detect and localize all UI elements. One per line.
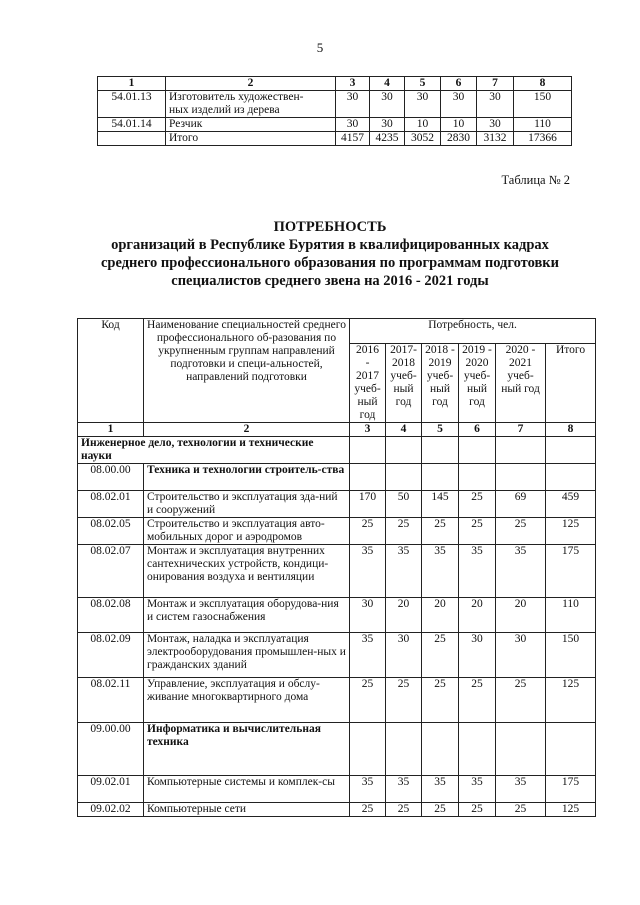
demand-table — [77, 318, 596, 817]
table-row — [78, 491, 596, 518]
row-total: 175 — [546, 545, 596, 598]
row-value: 25 — [386, 518, 422, 545]
row-value: 30 — [370, 91, 405, 118]
row-value: 25 — [350, 803, 386, 817]
col-header-year: 2018 - 2019 учеб-ный год — [422, 344, 459, 423]
row-name: Изготовитель художествен- ных изделий из дерева — [166, 91, 336, 118]
section-title: Инженерное дело, технологии и технические науки — [78, 437, 350, 464]
row-value: 25 — [386, 803, 422, 817]
row-code: 09.00.00 — [78, 723, 144, 776]
row-value: 4157 — [336, 132, 370, 146]
row-value: 25 — [422, 633, 459, 678]
col-header-year: 2016 - 2017 учеб-ный год — [350, 344, 386, 423]
empty-cell — [386, 437, 422, 464]
row-value: 25 — [386, 678, 422, 723]
row-total: 110 — [546, 598, 596, 633]
table-row — [78, 464, 596, 491]
row-value: 35 — [386, 545, 422, 598]
row-value: 30 — [477, 91, 514, 118]
t1-h7: 7 — [477, 77, 514, 91]
row-value: 145 — [422, 491, 459, 518]
t1-h3: 3 — [336, 77, 370, 91]
row-code: 08.02.08 — [78, 598, 144, 633]
title-line-3: среднего профессионального образования по программам подготовки — [100, 255, 560, 271]
t1-h1: 1 — [98, 77, 166, 91]
row-name: Строительство и эксплуатация авто-мобильных дорог и аэродромов — [144, 518, 350, 545]
row-value: 35 — [496, 545, 546, 598]
row-code: 08.02.11 — [78, 678, 144, 723]
row-value: 35 — [496, 776, 546, 803]
row-value — [496, 464, 546, 491]
row-name: Монтаж и эксплуатация оборудова-ния и систем газоснабжения — [144, 598, 350, 633]
row-value: 35 — [386, 776, 422, 803]
row-name: Строительство и эксплуатация зда-ний и сооружений — [144, 491, 350, 518]
row-value: 20 — [496, 598, 546, 633]
row-value: 35 — [350, 633, 386, 678]
row-value: 25 — [459, 518, 496, 545]
t1-h2: 2 — [166, 77, 336, 91]
table-row — [78, 518, 596, 545]
table-row — [78, 678, 596, 723]
row-total: 125 — [546, 678, 596, 723]
row-value: 25 — [459, 803, 496, 817]
row-name: Компьютерные сети — [144, 803, 350, 817]
row-value — [459, 723, 496, 776]
table-number-label: Таблица № 2 — [501, 173, 570, 187]
col-number: 2 — [144, 423, 350, 437]
table2-header-row — [78, 319, 596, 344]
row-value: 10 — [441, 118, 477, 132]
row-name: Монтаж и эксплуатация внутренних сантехнических устройств, кондици-онирования воздуха и вентиляции — [144, 545, 350, 598]
row-name: Компьютерные системы и комплек-сы — [144, 776, 350, 803]
title-line-2: организаций в Республике Бурятия в квалифицированных кадрах — [111, 237, 549, 253]
row-value: 35 — [459, 545, 496, 598]
row-name: Управление, эксплуатация и обслу-живание многоквартирного дома — [144, 678, 350, 723]
row-value: 20 — [386, 598, 422, 633]
row-name: Итого — [166, 132, 336, 146]
row-code: 54.01.13 — [98, 91, 166, 118]
row-code: 09.02.02 — [78, 803, 144, 817]
row-value: 4235 — [370, 132, 405, 146]
row-total: 125 — [546, 803, 596, 817]
row-value: 3052 — [405, 132, 441, 146]
t1-h4: 4 — [370, 77, 405, 91]
col-number: 3 — [350, 423, 386, 437]
table1-header-row — [98, 77, 572, 91]
row-total: 150 — [546, 633, 596, 678]
row-value: 25 — [496, 678, 546, 723]
empty-cell — [459, 437, 496, 464]
col-number: 4 — [386, 423, 422, 437]
row-total: 150 — [514, 91, 572, 118]
row-value: 25 — [422, 803, 459, 817]
row-value: 25 — [459, 491, 496, 518]
empty-cell — [496, 437, 546, 464]
empty-cell — [546, 437, 596, 464]
row-value: 25 — [496, 803, 546, 817]
row-name: Монтаж, наладка и эксплуатация электрооборудования промышлен-ных и гражданских зданий — [144, 633, 350, 678]
row-value — [386, 723, 422, 776]
row-value: 30 — [350, 598, 386, 633]
col-number: 6 — [459, 423, 496, 437]
col-number: 5 — [422, 423, 459, 437]
row-value: 35 — [459, 776, 496, 803]
title-line-1: ПОТРЕБНОСТЬ — [273, 219, 387, 235]
row-value: 30 — [441, 91, 477, 118]
row-value: 25 — [422, 518, 459, 545]
col-number: 1 — [78, 423, 144, 437]
row-name: Техника и технологии строитель-ства — [144, 464, 350, 491]
t1-h6: 6 — [441, 77, 477, 91]
table-row — [78, 633, 596, 678]
col-header-name: Наименование специальностей среднего профессионального об-разования по укрупненным группам направлений подготовки и специ-альностей, направлений подготовки — [144, 319, 350, 423]
row-name: Резчик — [166, 118, 336, 132]
t1-h5: 5 — [405, 77, 441, 91]
row-value: 35 — [422, 776, 459, 803]
table-row — [98, 132, 572, 146]
row-value: 170 — [350, 491, 386, 518]
row-code: 08.00.00 — [78, 464, 144, 491]
row-value: 30 — [336, 118, 370, 132]
row-value: 35 — [350, 545, 386, 598]
col-number: 7 — [496, 423, 546, 437]
continuation-table — [97, 76, 572, 146]
row-value — [350, 464, 386, 491]
row-value: 25 — [496, 518, 546, 545]
row-value: 25 — [422, 678, 459, 723]
document-title — [60, 218, 600, 290]
row-code: 08.02.07 — [78, 545, 144, 598]
col-header-code: Код — [78, 319, 144, 423]
row-value: 30 — [496, 633, 546, 678]
row-value: 25 — [350, 678, 386, 723]
row-value: 25 — [350, 518, 386, 545]
row-total — [546, 723, 596, 776]
col-number: 8 — [546, 423, 596, 437]
row-code: 08.02.09 — [78, 633, 144, 678]
row-total: 175 — [546, 776, 596, 803]
row-value — [350, 723, 386, 776]
col-header-total: Итого — [546, 344, 596, 423]
row-code: 08.02.05 — [78, 518, 144, 545]
row-value: 50 — [386, 491, 422, 518]
table-row — [78, 545, 596, 598]
table-row — [78, 723, 596, 776]
row-value: 20 — [459, 598, 496, 633]
row-total: 459 — [546, 491, 596, 518]
empty-cell — [350, 437, 386, 464]
col-header-year: 2020 - 2021 учеб-ный год — [496, 344, 546, 423]
row-code: 09.02.01 — [78, 776, 144, 803]
row-value — [422, 723, 459, 776]
row-value: 2830 — [441, 132, 477, 146]
col-header-need: Потребность, чел. — [350, 319, 596, 344]
col-header-year: 2017- 2018 учеб-ный год — [386, 344, 422, 423]
row-value: 30 — [386, 633, 422, 678]
row-value: 20 — [422, 598, 459, 633]
row-name: Информатика и вычислительная техника — [144, 723, 350, 776]
row-total: 125 — [546, 518, 596, 545]
section-row — [78, 437, 596, 464]
row-value: 30 — [370, 118, 405, 132]
row-total — [546, 464, 596, 491]
row-value: 30 — [477, 118, 514, 132]
row-value — [386, 464, 422, 491]
table-row — [78, 776, 596, 803]
table-row — [78, 803, 596, 817]
row-value — [422, 464, 459, 491]
row-value: 30 — [459, 633, 496, 678]
t1-h8: 8 — [514, 77, 572, 91]
table2-number-row — [78, 423, 596, 437]
row-value: 25 — [459, 678, 496, 723]
row-value: 30 — [336, 91, 370, 118]
table-row — [98, 91, 572, 118]
row-value: 10 — [405, 118, 441, 132]
table-row — [78, 598, 596, 633]
row-value: 3132 — [477, 132, 514, 146]
row-value: 30 — [405, 91, 441, 118]
empty-cell — [422, 437, 459, 464]
row-code — [98, 132, 166, 146]
table2-body — [78, 464, 596, 817]
row-value: 35 — [350, 776, 386, 803]
page-number: 5 — [316, 40, 324, 55]
col-header-year: 2019 - 2020 учеб-ный год — [459, 344, 496, 423]
table-row — [98, 118, 572, 132]
row-total: 110 — [514, 118, 572, 132]
row-code: 08.02.01 — [78, 491, 144, 518]
title-line-4: специалистов среднего звена на 2016 - 2021 годы — [171, 273, 489, 289]
row-total: 17366 — [514, 132, 572, 146]
row-value: 69 — [496, 491, 546, 518]
row-value — [496, 723, 546, 776]
row-value: 35 — [422, 545, 459, 598]
row-code: 54.01.14 — [98, 118, 166, 132]
row-value — [459, 464, 496, 491]
